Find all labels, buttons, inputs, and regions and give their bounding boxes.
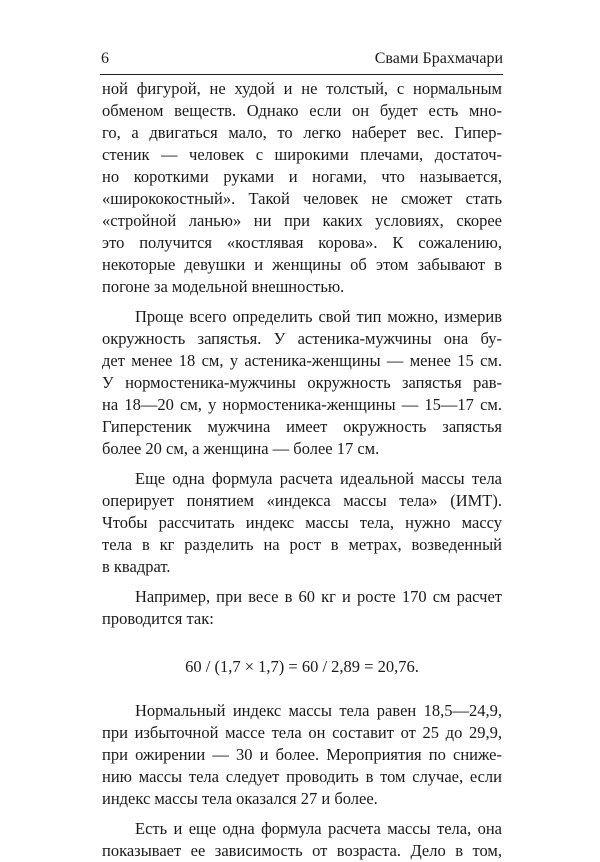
text-line: Еще одна формула расчета идеальной массы тела — [135, 469, 502, 488]
text-line: Нормальный индекс массы тела равен 18,5—24,9, — [135, 701, 502, 720]
text-line: ной фигурой, не худой и не толстый, с нормальным — [102, 79, 502, 98]
text-line: нию массы тела следует проводить в том случае, если — [102, 767, 502, 786]
text-line: обменом веществ. Однако если он будет есть мно- — [102, 101, 502, 120]
running-title: Свами Брахмачари — [374, 50, 503, 67]
text-line: более 20 см, а женщина — более 17 см. — [102, 439, 380, 458]
paragraph — [102, 700, 502, 810]
text-line: дет менее 18 см, у астеника-женщины — менее 15 см. — [102, 351, 502, 370]
text-line: Например, при весе в 60 кг и росте 170 см расчет — [135, 587, 502, 606]
text-line: проводится так: — [102, 609, 214, 628]
text-line: Чтобы рассчитать индекс массы тела, нужно массу — [102, 513, 502, 532]
text-line: показывает ее зависимость от возраста. Дело в том, — [102, 841, 502, 860]
text-line: го, а двигаться мало, то легко наберет вес. Гипер- — [102, 123, 502, 142]
text-line: «стройной ланью» ни при каких условиях, скорее — [102, 211, 502, 230]
paragraph — [102, 306, 502, 460]
text-line: Есть и еще одна формула расчета массы тела, она — [135, 819, 502, 838]
text-line: окружность запястья. У астеника-мужчины она бу- — [102, 329, 502, 348]
text-line: погоне за модельной внешностью. — [102, 277, 345, 296]
text-line: на 18—20 см, у нормостеника-женщины — 15—17 см. — [102, 395, 502, 414]
page-number: 6 — [101, 50, 109, 67]
text-line: Проще всего определить свой тип можно, измерив — [135, 307, 502, 326]
paragraph — [102, 78, 502, 298]
text-line: но короткими руками и ногами, что называется, — [102, 167, 502, 186]
paragraph — [102, 818, 502, 862]
text-line: У нормостеника-мужчины окружность запястья рав- — [102, 373, 502, 392]
bmi-formula: 60 / (1,7 × 1,7) = 60 / 2,89 = 20,76. — [185, 657, 419, 676]
text-line: тела в кг разделить на рост в метрах, возведенный — [102, 535, 502, 554]
text-line: в квадрат. — [102, 557, 171, 576]
paragraph — [102, 468, 502, 578]
text-line: стеник — человек с широкими плечами, достаточ- — [102, 145, 502, 164]
text-line: Гиперстеник мужчина имеет окружность запястья — [102, 417, 502, 436]
paragraph — [102, 586, 502, 630]
text-line: при ожирении — 30 и более. Мероприятия по сниже- — [102, 745, 502, 764]
page-header — [100, 48, 503, 75]
text-line: это получится «костлявая корова». К сожалению, — [102, 233, 502, 252]
text-line: «ширококостный». Такой человек не сможет стать — [102, 189, 502, 208]
text-line: индекс массы тела оказался 27 и более. — [102, 789, 378, 808]
text-line: оперирует понятием «индекса массы тела» (ИМТ). — [102, 491, 502, 510]
text-line: некоторые девушки и женщины об этом забывают в — [102, 255, 502, 274]
page-body — [102, 78, 502, 862]
text-line: при избыточной массе тела он составит от 25 до 29,9, — [102, 723, 502, 742]
